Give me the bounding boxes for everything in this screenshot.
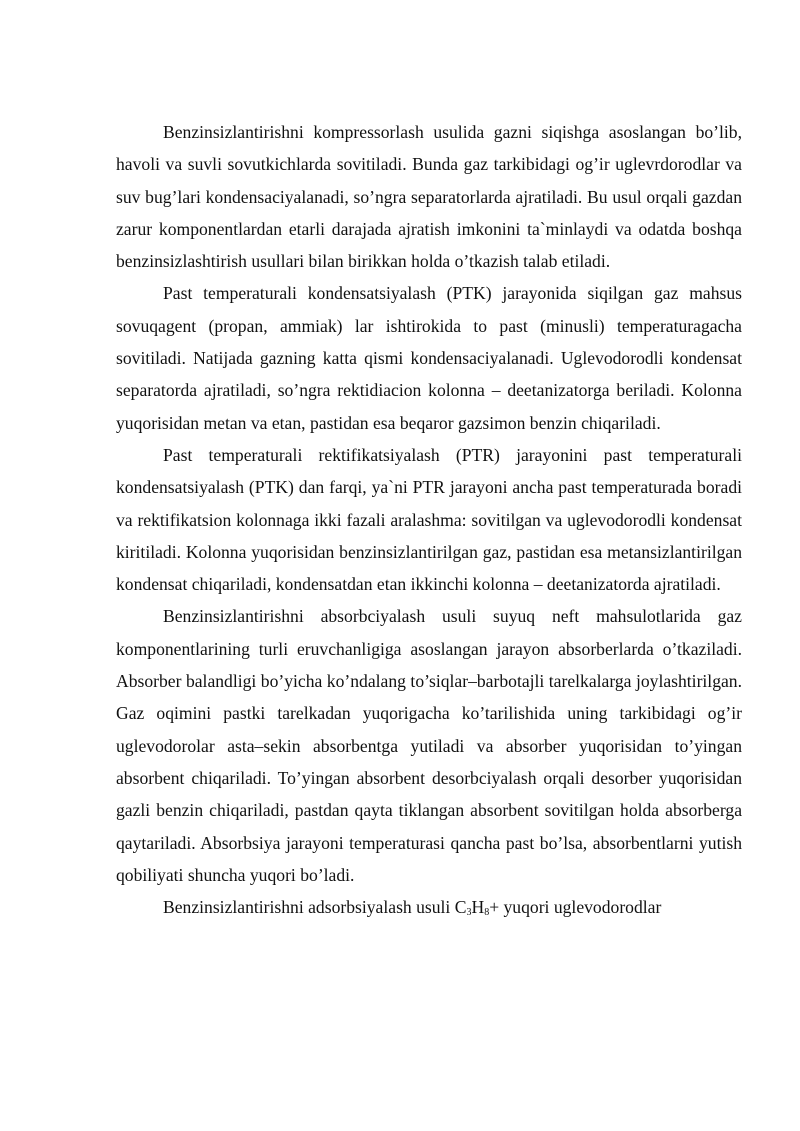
document-page bbox=[116, 116, 742, 923]
subscript-carbon-count: 3 bbox=[466, 907, 472, 919]
subscript-hydrogen-count: 8 bbox=[484, 907, 490, 919]
paragraph-adsorption-method bbox=[116, 891, 742, 923]
paragraph-ptk-process: Past temperaturali kondensatsiyalash (PTK) jarayonida siqilgan gaz mahsus sovuqagent (propan, ammiak) lar ishtirokida to past (minusli) temperaturagacha sovitiladi. Natijada gazning katta qismi kondensaciyalanadi. Uglevodorodli kondensat separatorda ajratiladi, so’ngra rektidiacion kolonna – deetanizatorga beriladi. Kolonna yuqorisidan metan va etan, pastidan esa beqaror gazsimon benzin chiqariladi. bbox=[116, 283, 742, 433]
hydrogen-symbol: H bbox=[471, 897, 485, 918]
adsorption-tail-text: + yuqori uglevodorodlar bbox=[489, 897, 662, 918]
paragraph-compression-method: Benzinsizlantirishni kompressorlash usulida gazni siqishga asoslangan bo’lib, havoli va suvli sovutkichlarda sovitiladi. Bunda gaz tarkibidagi og’ir uglevrdorodlar va suv bug’lari kondensaciyalanadi, so’ngra separatorlarda ajratiladi. Bu usul orqali gazdan zarur komponentlardan etarli darajada ajratish imkonini ta`minlaydi va odatda boshqa benzinsizlashtirish usullari bilan birikkan holda o’tkazish talab etiladi. bbox=[116, 122, 742, 272]
paragraph-absorption-method: Benzinsizlantirishni absorbciyalash usuli suyuq neft mahsulotlarida gaz komponentlarining turli eruvchanligiga asoslangan jarayon absorberlarda o’tkaziladi. Absorber balandligi bo’yicha ko’ndalang to’siqlar–barbotajli tarelkalarga joylashtirilgan. Gaz oqimini pastki tarelkadan yuqorigacha ko’tarilishida uning tarkibidagi og’ir uglevodorolar asta–sekin absorbentga yutiladi va absorber yuqorisidan to’yingan absorbent chiqariladi. To’yingan absorbent desorbciyalash orqali desorber yuqorisidan gazli benzin chiqariladi, pastdan qayta tiklangan absorbent sovitilgan holda absorberga qaytariladi. Absorbsiya jarayoni temperaturasi qancha past bo’lsa, absorbentlarni yutish qobiliyati shuncha yuqori bo’ladi. bbox=[116, 606, 742, 885]
adsorption-lead-text: Benzinsizlantirishni adsorbsiyalash usuli C bbox=[163, 897, 467, 918]
paragraph-ptr-process: Past temperaturali rektifikatsiyalash (PTR) jarayonini past temperaturali kondensatsiyalash (PTK) dan farqi, ya`ni PTR jarayoni ancha past temperaturada boradi va rektifikatsion kolonnaga ikki fazali aralashma: sovitilgan va uglevodorodli kondensat kiritiladi. Kolonna yuqorisidan benzinsizlantirilgan gaz, pastidan esa metansizlantirilgan kondensat chiqariladi, kondensatdan etan ikkinchi kolonna – deetanizatorda ajratiladi. bbox=[116, 444, 742, 595]
